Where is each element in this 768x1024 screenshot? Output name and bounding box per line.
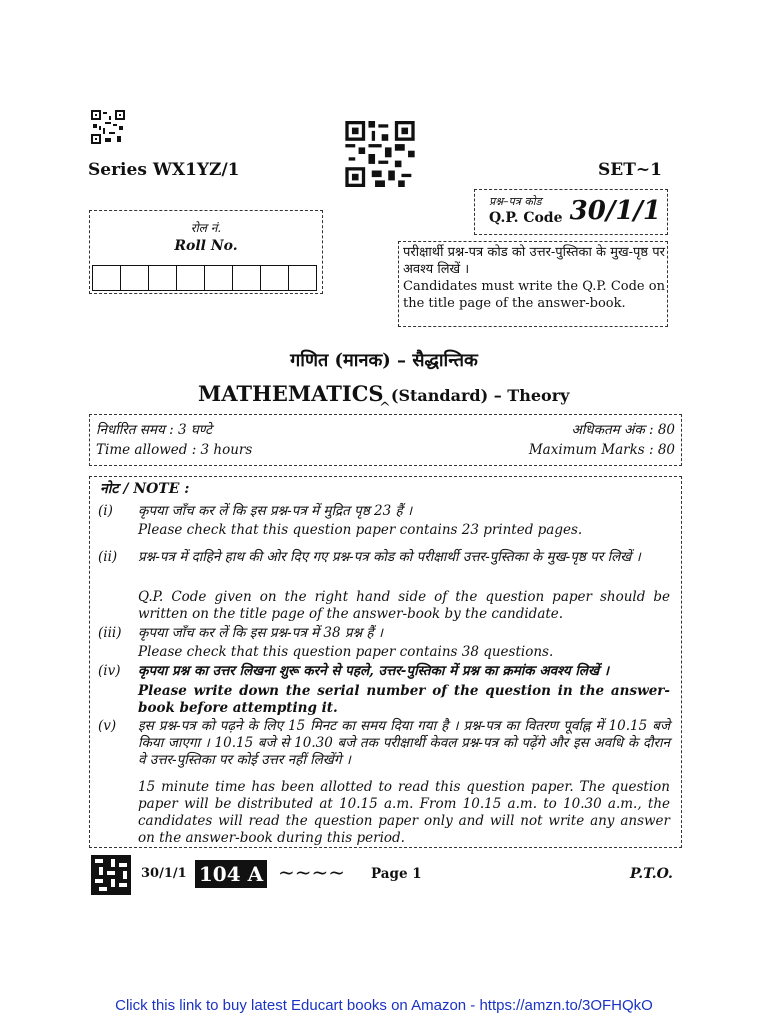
roll-cell[interactable] [205,266,233,290]
note-item-hindi: कृपया जाँच कर लें कि इस प्रश्न-पत्र में मुद्रित पृष्ठ 23 हैं । [138,503,413,519]
pto-label: P.T.O. [630,866,673,882]
roll-cell[interactable] [261,266,289,290]
qp-code-instruction-box [398,241,668,327]
roll-number-box [89,210,323,294]
footer-wave-mark: ~~~~ [278,860,346,884]
note-item-english: Please write down the serial number of the question in the answer-book before attempting it. [138,683,670,716]
subject-sub: (Standard) – Theory [390,386,570,405]
note-item-number: (v) [98,718,117,734]
note-item-hindi: प्रश्न-पत्र में दाहिने हाथ की ओर दिए गए प्रश्न-पत्र कोड को परीक्षार्थी उत्तर-पुस्तिका के मुख-पृष्ठ पर लिखें । [138,549,641,565]
qp-code-label: Q.P. Code [489,210,563,226]
instruction-hindi: परीक्षार्थी प्रश्न-पत्र कोड को उत्तर-पुस्तिका के मुख-पृष्ठ पर अवश्य लिखें । [403,245,665,277]
time-allowed: Time allowed : 3 hours [96,442,253,458]
note-item-hindi: कृपया जाँच कर लें कि इस प्रश्न-पत्र में 38 प्रश्न हैं । [138,625,383,641]
roll-cell[interactable] [121,266,149,290]
caret-mark: ^ [379,400,391,416]
set-label: SET~1 [598,160,662,180]
roll-cell[interactable] [149,266,177,290]
time-allowed-hindi: निर्धारित समय : 3 घण्टे [96,422,212,438]
max-marks-hindi: अधिकतम अंक : 80 [571,422,675,438]
roll-cell[interactable] [289,266,316,290]
roll-label: Roll No. [174,238,238,254]
note-item-english: Q.P. Code given on the right hand side of the question paper should be written on the title page of the answer-book by the candidate. [138,589,670,622]
roll-label-hindi: रोल नं. [190,221,222,235]
footer-paper-number: 104 A [195,860,267,888]
qr-code-center [345,121,415,187]
footer-qp-code: 30/1/1 [141,866,187,881]
note-item-number: (i) [98,503,113,519]
roll-number-cells [92,265,317,291]
qp-code-label-hindi: प्रश्न–पत्र कोड [489,195,542,208]
page-number: Page 1 [371,866,422,882]
qp-code-value: 30/1/1 [569,196,661,226]
subject-title-hindi: गणित (मानक) – सैद्धान्तिक [290,350,478,371]
note-item-number: (ii) [98,549,118,565]
note-item-hindi: इस प्रश्न-पत्र को पढ़ने के लिए 15 मिनट का समय दिया गया है । प्रश्न-पत्र का वितरण पूर्वाह्न में 10.15 बजे किया जाएगा । 10.15 बजे से 10.30 बजे तक परीक्षार्थी केवल प्रश्न-पत्र को पढ़ेंगे और इस अवधि के दौरान वे उत्तर-पुस्तिका पर कोई उत्तर नहीं लिखेंगे । [138,718,670,768]
note-item-english: Please check that this question paper contains 38 questions. [138,644,554,660]
series-label: Series WX1YZ/1 [88,160,240,180]
barcode-footer [91,855,131,895]
note-item-number: (iii) [98,625,122,641]
roll-cell[interactable] [177,266,205,290]
qp-code-box [474,189,668,235]
note-item-english: Please check that this question paper contains 23 printed pages. [138,522,583,538]
time-marks-box [89,414,682,466]
note-heading: नोट / NOTE : [100,481,190,497]
roll-cell[interactable] [93,266,121,290]
max-marks: Maximum Marks : 80 [528,442,675,458]
note-item-english: 15 minute time has been allotted to read this question paper. The question paper will be distributed at 10.15 a.m. From 10.15 a.m. to 10.30 a.m., the candidates will read the question paper only and will not write any answer on the answer-book during this period. [138,779,670,846]
qr-code-small [91,110,125,144]
note-item-number: (iv) [98,663,121,679]
roll-cell[interactable] [233,266,261,290]
subject-main: MATHEMATICS [198,381,384,406]
instruction-english: Candidates must write the Q.P. Code on the title page of the answer-book. [403,279,665,311]
note-box [89,476,682,848]
amazon-link[interactable]: Click this link to buy latest Educart books on Amazon - https://amzn.to/3OFHQkO [115,997,653,1014]
note-item-hindi: कृपया प्रश्न का उत्तर लिखना शुरू करने से पहले, उत्तर-पुस्तिका में प्रश्न का क्रमांक अवश्य लिखें । [138,663,609,679]
